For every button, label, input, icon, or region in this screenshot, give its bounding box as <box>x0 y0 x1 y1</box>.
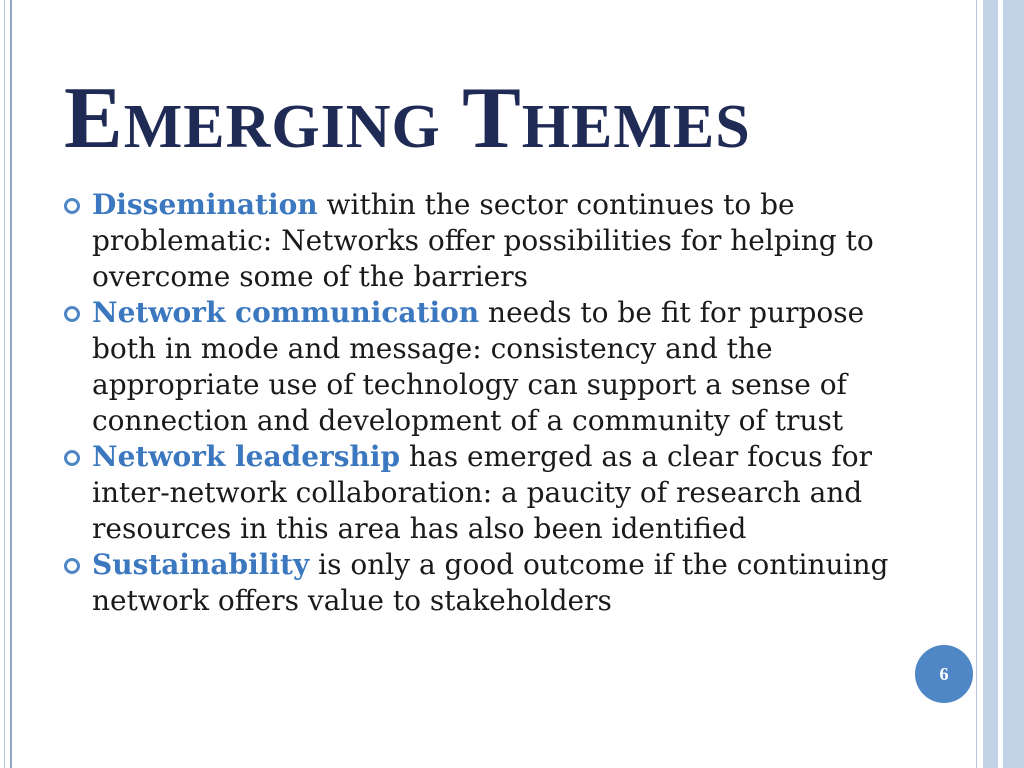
ring-bullet-icon <box>64 558 80 574</box>
slide-title: Emerging Themes <box>64 70 751 167</box>
frame-line-left-outer <box>4 0 5 768</box>
bullet-text: has emerged as a clear focus for inter-network collaboration: a paucity of research and resources in this area has also been identified <box>92 440 872 545</box>
bullet-list <box>64 187 894 619</box>
frame-line-right <box>976 0 977 768</box>
bullet-keyword: Sustainability <box>92 548 310 581</box>
ring-bullet-icon <box>64 450 80 466</box>
bullet-keyword: Network communication <box>92 296 480 329</box>
frame-bar-right-outer <box>1003 0 1024 768</box>
bullet-item-dissemination <box>64 187 894 295</box>
ring-bullet-icon <box>64 306 80 322</box>
bullet-text: needs to be fit for purpose both in mode and message: consistency and the appropriate use of technology can support a sense of connection and development of a community of trust <box>92 296 865 437</box>
ring-bullet-icon <box>64 198 80 214</box>
bullet-text: is only a good outcome if the continuing network offers value to stakeholders <box>92 548 889 617</box>
bullet-item-network-communication <box>64 295 894 439</box>
bullet-keyword: Dissemination <box>92 188 318 221</box>
page-number-badge: 6 <box>915 645 973 703</box>
bullet-text: within the sector continues to be problematic: Networks offer possibilities for helping to overcome some of the barriers <box>92 188 874 293</box>
frame-line-left-inner <box>10 0 12 768</box>
bullet-item-sustainability <box>64 547 894 619</box>
frame-bar-right-inner <box>983 0 998 768</box>
bullet-item-network-leadership <box>64 439 894 547</box>
bullet-keyword: Network leadership <box>92 440 401 473</box>
